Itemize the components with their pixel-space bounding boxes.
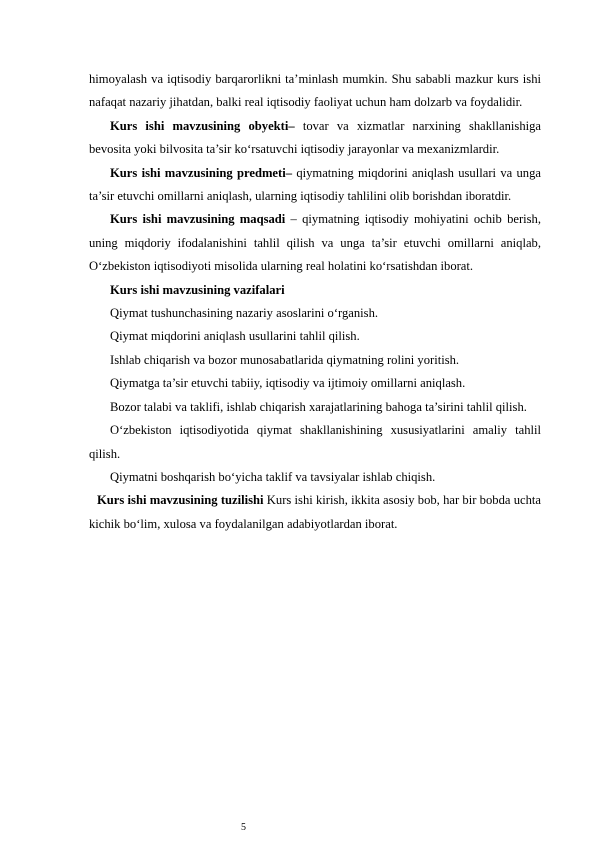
subject-label: Kurs ishi mavzusining predmeti– [110,165,293,180]
paragraph-goal [89,208,541,278]
goal-label: Kurs ishi mavzusining maqsadi [110,212,286,227]
paragraph-structure [89,489,541,536]
task-item-4: Qiymatga ta’sir etuvchi tabiiy, iqtisodiy va ijtimoiy omillarni aniqlash. [110,376,466,391]
page-number: 5 [241,822,246,833]
task-item-6: O‘zbekiston iqtisodiyotida qiymat shakllanishining xususiyatlarini amaliy tahlil qilish. [89,423,541,461]
paragraph-subject [89,162,541,209]
task-item-2: Qiymat miqdorini aniqlash usullarini tahlil qilish. [110,329,360,344]
object-label: Kurs ishi mavzusining obyekti– [110,118,295,133]
task-item-7: Qiymatni boshqarish bo‘yicha taklif va tavsiyalar ishlab chiqish. [110,469,436,484]
goal-text: – qiymatning iqtisodiy mohiyatini ochib berish, uning miqdoriy ifodalanishini tahlil qilish va unga ta’sir etuvchi omillarni aniqlab, O‘zbekiston iqtisodiyoti misolida ularning real holatini ko‘rsatishdan iborat. [89,212,541,274]
subject-text: qiymatning miqdorini aniqlash usullari va unga ta’sir etuvchi omillarni aniqlash, ularning iqtisodiy tahlilini olib borishdan iboratdir. [89,165,541,204]
document-page [89,68,541,536]
object-text: tovar va xizmatlar narxining shakllanishiga bevosita yoki bilvosita ta’sir ko‘rsatuvchi iqtisodiy jarayonlar va mexanizmlardir. [89,118,542,157]
structure-text: Kurs ishi kirish, ikkita asosiy bob, har bir bobda uchta kichik bo‘lim, xulosa va foydalanilgan adabiyotlardan iborat. [89,493,541,531]
paragraph-intro-continuation: himoyalash va iqtisodiy barqarorlikni ta’minlash mumkin. Shu sababli mazkur kurs ishi nafaqat nazariy jihatdan, balki real iqtisodiy faoliyat uchun ham dolzarb va foydalidir. [89,72,541,110]
tasks-heading: Kurs ishi mavzusining vazifalari [110,282,285,297]
structure-label: Kurs ishi mavzusining tuzilishi [97,493,264,508]
task-item-5: Bozor talabi va taklifi, ishlab chiqarish xarajatlarining bahoga ta’sirini tahlil qilish. [110,399,527,414]
paragraph-object [89,115,541,162]
task-item-3: Ishlab chiqarish va bozor munosabatlarida qiymatning rolini yoritish. [110,352,460,367]
task-item-1: Qiymat tushunchasining nazariy asoslarini o‘rganish. [110,306,379,321]
